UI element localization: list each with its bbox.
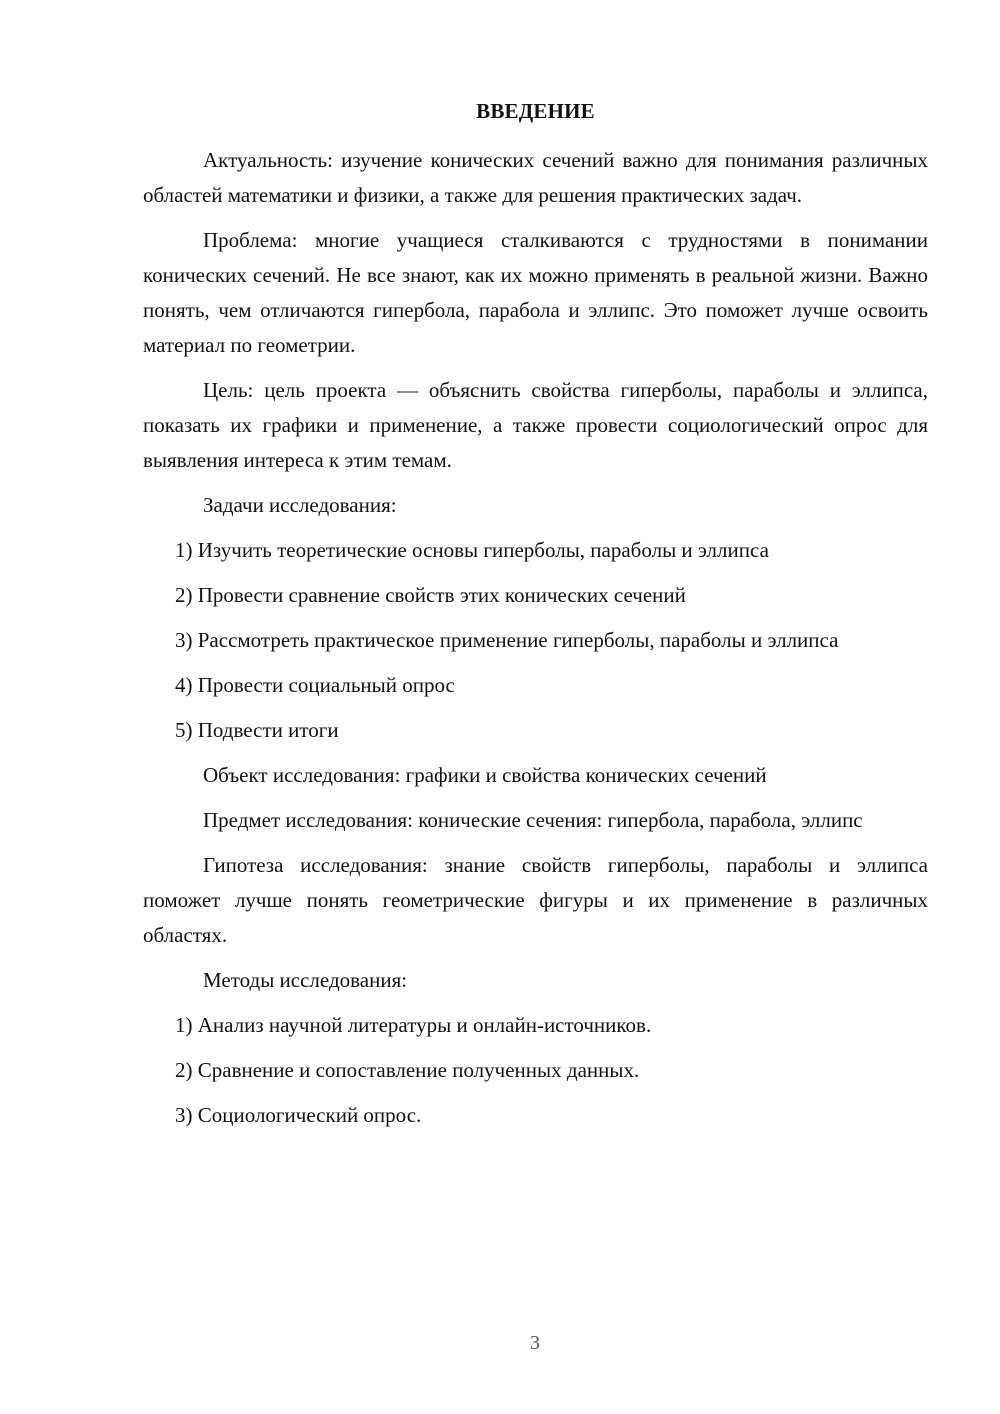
document-page xyxy=(143,95,928,1143)
method-item: 2) Сравнение и сопоставление полученных данных. xyxy=(175,1058,640,1082)
hypothesis-paragraph: Гипотеза исследования: знание свойств гиперболы, параболы и эллипса поможет лучше понять геометрические фигуры и их применение в различных областях. xyxy=(143,853,928,947)
problem-paragraph: Проблема: многие учащиеся сталкиваются с трудностями в понимании конических сечений. Не все знают, как их можно применять в реальной жизни. Важно понять, чем отличаются гипербола, парабола и эллипс. Это поможет лучше освоить материал по геометрии. xyxy=(143,228,928,357)
tasks-heading: Задачи исследования: xyxy=(203,493,397,517)
task-item: 3) Рассмотреть практическое применение гиперболы, параболы и эллипса xyxy=(175,628,839,652)
relevance-paragraph: Актуальность: изучение конических сечений важно для понимания различных областей математики и физики, а также для решения практических задач. xyxy=(143,148,928,207)
methods-heading: Методы исследования: xyxy=(203,968,408,992)
task-item: 5) Подвести итоги xyxy=(175,718,339,742)
page-number: 3 xyxy=(530,1332,540,1354)
method-item: 3) Социологический опрос. xyxy=(175,1103,422,1127)
task-item: 1) Изучить теоретические основы гиперболы, параболы и эллипса xyxy=(175,538,769,562)
subject-paragraph: Предмет исследования: конические сечения: гипербола, парабола, эллипс xyxy=(203,808,863,832)
section-heading: ВВЕДЕНИЕ xyxy=(476,99,595,123)
goal-paragraph: Цель: цель проекта — объяснить свойства гиперболы, параболы и эллипса, показать их графики и применение, а также провести социологический опрос для выявления интереса к этим темам. xyxy=(143,378,928,472)
task-item: 2) Провести сравнение свойств этих конических сечений xyxy=(175,583,686,607)
object-paragraph: Объект исследования: графики и свойства конических сечений xyxy=(203,763,767,787)
task-item: 4) Провести социальный опрос xyxy=(175,673,455,697)
method-item: 1) Анализ научной литературы и онлайн-источников. xyxy=(175,1013,652,1037)
